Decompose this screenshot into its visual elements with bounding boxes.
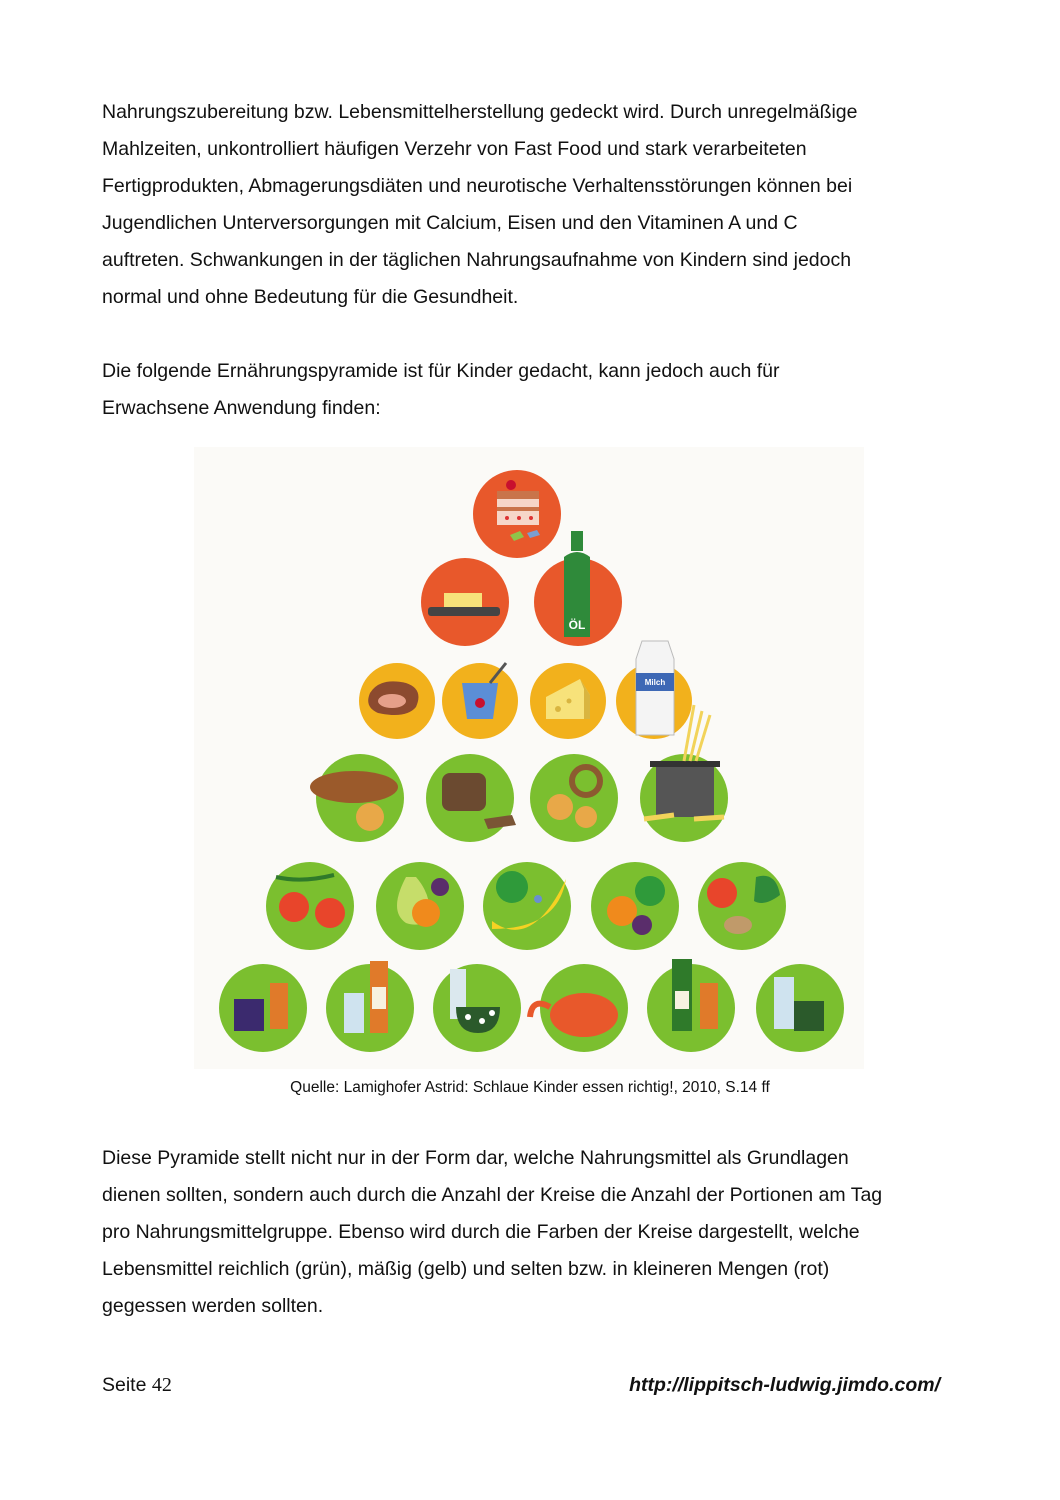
footer-url: http://lippitsch-ludwig.jimdo.com/ <box>629 1374 940 1396</box>
paragraph-pyramid-intro <box>102 353 982 427</box>
oil-label: ÖL <box>568 618 586 632</box>
text-line: dienen sollten, sondern auch durch die Anzahl der Kreise die Anzahl der Portionen am Tag <box>102 1184 883 1206</box>
text-line: normal und ohne Bedeutung für die Gesundheit. <box>102 286 519 308</box>
bottles-circle <box>647 959 735 1052</box>
meat-circle <box>359 663 435 739</box>
text-line: Diese Pyramide stellt nicht nur in der Form dar, welche Nahrungsmittel als Grundlagen <box>102 1147 849 1169</box>
mixed-fruit-circle <box>591 862 679 950</box>
text-line: Mahlzeiten, unkontrolliert häufigen Verzehr von Fast Food und stark verarbeiteten <box>102 138 807 160</box>
page-number: 42 <box>151 1374 172 1396</box>
page-label: Seite <box>102 1374 147 1396</box>
water-cup-circle <box>756 964 844 1052</box>
yogurt-circle <box>442 663 518 739</box>
cheese-circle <box>530 663 606 739</box>
oil-circle <box>534 531 622 646</box>
text-line: auftreten. Schwankungen in der täglichen Nahrungsaufnahme von Kindern sind jedoch <box>102 249 852 271</box>
butter-circle <box>421 558 509 646</box>
wholegrain-bread-circle <box>426 754 516 842</box>
text-line: Lebensmittel reichlich (grün), mäßig (gelb) und selten bzw. in kleineren Mengen (rot) <box>102 1258 830 1280</box>
figure-caption: Quelle: Lamighofer Astrid: Schlaue Kinder essen richtig!, 2010, S.14 ff <box>290 1079 770 1096</box>
pretzel-circle <box>530 754 618 842</box>
teacup-circle <box>433 964 521 1052</box>
text-line: Erwachsene Anwendung finden: <box>102 397 381 419</box>
vegetables-circle <box>698 862 786 950</box>
paragraph-explanation <box>102 1140 982 1325</box>
milk-circle <box>616 641 692 739</box>
text-line: pro Nahrungsmittelgruppe. Ebenso wird durch die Farben der Kreise dargestellt, welche <box>102 1221 860 1243</box>
page-number-footer <box>102 1374 172 1397</box>
water-juice-bottle-circle <box>326 961 414 1052</box>
pear-orange-circle <box>376 862 464 950</box>
text-line: Die folgende Ernährungspyramide ist für Kinder gedacht, kann jedoch auch für <box>102 360 780 382</box>
tomatoes-circle <box>266 862 354 950</box>
food-pyramid-illustration <box>194 447 864 1069</box>
teapot-circle <box>530 964 628 1052</box>
text-line: Jugendlichen Unterversorgungen mit Calcium, Eisen und den Vitaminen A und C <box>102 212 798 234</box>
bread-circle <box>310 754 404 842</box>
sweets-circle <box>473 470 561 558</box>
text-line: Nahrungszubereitung bzw. Lebensmittelherstellung gedeckt wird. Durch unregelmäßige <box>102 101 858 123</box>
text-line: gegessen werden sollten. <box>102 1295 324 1317</box>
paragraph-intro <box>102 94 982 316</box>
milk-label: Milch <box>644 678 666 687</box>
tea-juice-circle <box>219 964 307 1052</box>
text-line: Fertigprodukten, Abmagerungsdiäten und neurotische Verhaltensstörungen können bei <box>102 175 853 197</box>
banana-apple-circle <box>483 862 571 950</box>
food-pyramid-figure <box>194 447 864 1069</box>
